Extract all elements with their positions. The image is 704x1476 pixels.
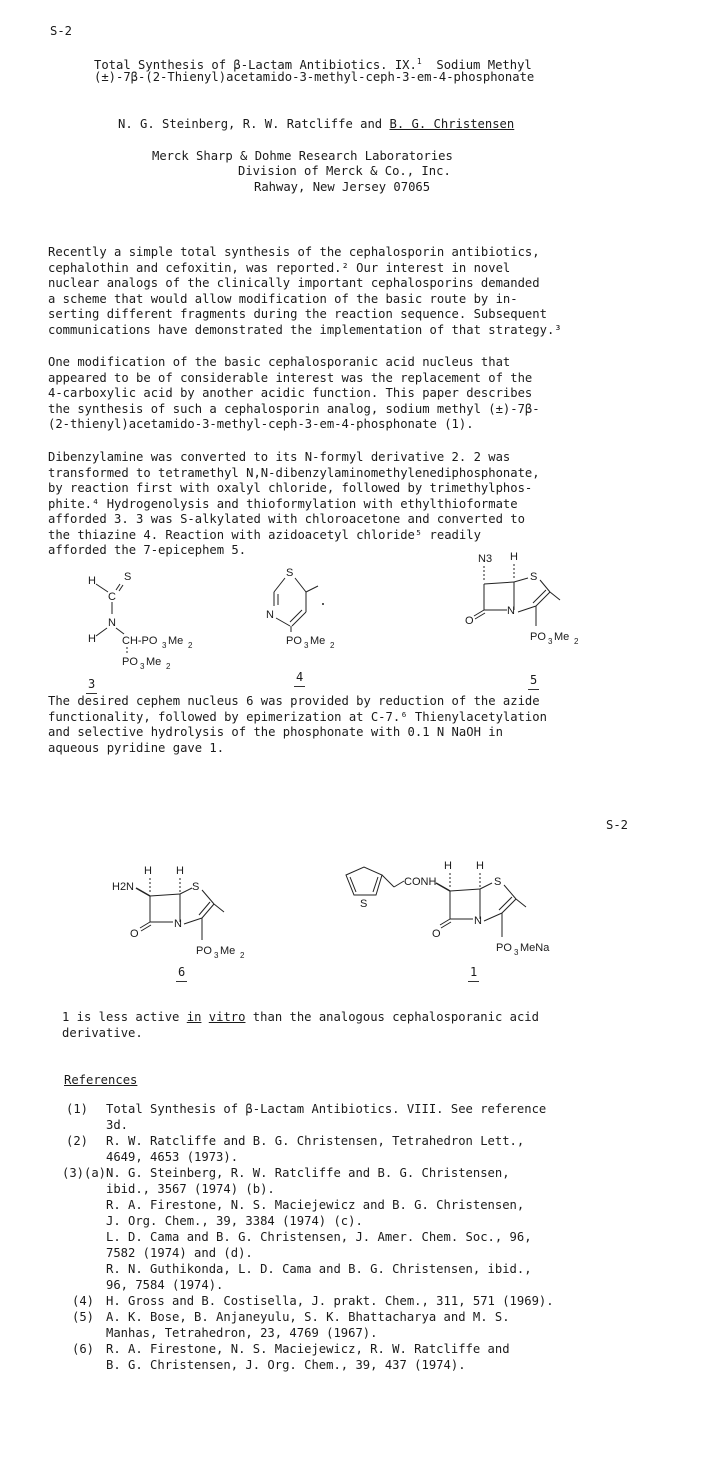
atom-label: CONH — [404, 876, 437, 888]
atom-label: O — [130, 928, 139, 940]
atom-label: PO — [286, 635, 302, 647]
atom-label: H — [88, 633, 96, 645]
atom-label: H — [176, 865, 184, 877]
ref-number: (2) — [66, 1134, 89, 1148]
atom-label: S — [192, 881, 200, 893]
compound-label-5: 5 — [530, 673, 538, 687]
atom-label: PO — [530, 631, 546, 643]
paragraph-line: transformed to tetramethyl N,N-dibenzylaminomethylenediphosphonate, — [48, 466, 540, 480]
ref-line: 96, 7584 (1974). — [106, 1278, 224, 1292]
structure-3 — [80, 570, 220, 680]
atom-label: PO — [122, 656, 138, 668]
ref-line: B. G. Christensen, J. Org. Chem., 39, 437 (1974). — [106, 1358, 466, 1372]
compound-label-1: 1 — [470, 965, 478, 979]
svg-text:3: 3 — [304, 641, 309, 650]
paragraph-line: by reaction first with oxalyl chloride, followed by trimethylphos- — [48, 481, 533, 495]
paragraph-line: serting different fragments during the reaction sequence. Subsequent — [48, 307, 547, 321]
paragraph-line: 4-carboxylic acid by another acidic function. This paper describes — [48, 386, 533, 400]
atom-label: O — [432, 928, 441, 940]
svg-text:2: 2 — [574, 637, 579, 646]
atom-label: PO — [496, 942, 512, 954]
paragraph-line: functionality, followed by epimerization at C-7.⁶ Thienylacetylation — [48, 710, 547, 724]
references-heading: References — [64, 1073, 138, 1087]
atom-label: H — [444, 860, 452, 872]
compound-label-4: 4 — [296, 670, 304, 684]
atom-label: S — [360, 898, 368, 910]
authors: N. G. Steinberg, R. W. Ratcliffe and B. G. Christensen — [118, 117, 515, 131]
atom-label: CH-PO — [122, 635, 158, 647]
paragraph-line: afforded 3. 3 was S-alkylated with chloroacetone and converted to — [48, 512, 525, 526]
structure-6 — [110, 860, 270, 970]
atom-label: N — [507, 605, 515, 617]
svg-text:3: 3 — [514, 948, 519, 957]
atom-label: N — [174, 918, 182, 930]
paragraph-line: Dibenzylamine was converted to its N-formyl derivative 2. 2 was — [48, 450, 511, 464]
paragraph-line: and selective hydrolysis of the phosphonate with 0.1 N NaOH in — [48, 725, 503, 739]
title-line-2: (±)-7β-(2-Thienyl)acetamido-3-methyl-ceph-3-em-4-phosphonate — [94, 70, 535, 84]
paragraph-line: aqueous pyridine gave 1. — [48, 741, 225, 755]
atom-label: PO — [196, 945, 212, 957]
ref-line: R. A. Firestone, N. S. Maciejewicz, R. W. Ratcliffe and — [106, 1342, 510, 1356]
atom-label: Me — [168, 635, 184, 647]
ref-line: 7582 (1974) and (d). — [106, 1246, 253, 1260]
affiliation-line-2: Division of Merck & Co., Inc. — [238, 164, 451, 178]
atom-label: S — [530, 571, 538, 583]
paragraph-line: One modification of the basic cephalosporanic acid nucleus that — [48, 355, 511, 369]
affiliation-line-3: Rahway, New Jersey 07065 — [254, 180, 431, 194]
svg-text:2: 2 — [188, 641, 193, 650]
atom-label: H — [144, 865, 152, 877]
activity-line-1: 1 is less active in vitro than the analogous cephalosporanic acid — [62, 1010, 539, 1024]
atom-label: S — [494, 876, 502, 888]
paragraph-line: afforded the 7-epicephem 5. — [48, 543, 247, 557]
atom-label: H — [476, 860, 484, 872]
paragraph-line: nuclear analogs of the clinically important cephalosporins demanded — [48, 276, 540, 290]
title-line-1: Total Synthesis of β-Lactam Antibiotics. IX.$^1$ Sodium Methyl — [94, 57, 532, 73]
svg-text:3: 3 — [214, 951, 219, 960]
ref-number: (3)(a) — [62, 1166, 107, 1180]
svg-text:3: 3 — [140, 662, 145, 671]
structure-4 — [260, 560, 370, 660]
atom-label: Me — [146, 656, 162, 668]
ref-line: R. A. Firestone, N. S. Maciejewicz and B. G. Christensen, — [106, 1198, 525, 1212]
atom-label: N — [108, 617, 116, 629]
paragraph-line: the thiazine 4. Reaction with azidoacetyl chloride⁵ readily — [48, 528, 481, 542]
paragraph-line: phite.⁴ Hydrogenolysis and thioformylation with ethylthioformate — [48, 497, 518, 511]
paragraph-line: a scheme that would allow modification of the basic route by in- — [48, 292, 518, 306]
svg-text:2: 2 — [330, 641, 335, 650]
page-label-top: S-2 — [50, 24, 73, 38]
paragraph-line: appeared to be of considerable interest was the replacement of the — [48, 371, 533, 385]
ref-line: 3d. — [106, 1118, 129, 1132]
compound-label-6: 6 — [178, 965, 186, 979]
ref-line: H. Gross and B. Costisella, J. prakt. Chem., 311, 571 (1969). — [106, 1294, 554, 1308]
atom-label: H — [88, 575, 96, 587]
paragraph-line: (2-thienyl)acetamido-3-methyl-ceph-3-em-4-phosphonate (1). — [48, 417, 474, 431]
atom-label: Me — [220, 945, 236, 957]
paragraph-line: Recently a simple total synthesis of the cephalosporin antibiotics, — [48, 245, 540, 259]
svg-text:3: 3 — [548, 637, 553, 646]
ref-line: N. G. Steinberg, R. W. Ratcliffe and B. G. Christensen, — [106, 1166, 510, 1180]
svg-text:3: 3 — [162, 641, 167, 650]
ref-line: 4649, 4653 (1973). — [106, 1150, 239, 1164]
ref-line: L. D. Cama and B. G. Christensen, J. Amer. Chem. Soc., 96, — [106, 1230, 532, 1244]
paragraph-line: communications have demonstrated the implementation of that strategy.³ — [48, 323, 562, 337]
atom-label: MeNa — [520, 942, 550, 954]
ref-line: ibid., 3567 (1974) (b). — [106, 1182, 275, 1196]
paragraph-line: the synthesis of such a cephalosporin analog, sodium methyl (±)-7β- — [48, 402, 540, 416]
atom-label: H2N — [112, 881, 135, 893]
ref-line: A. K. Bose, B. Anjaneyulu, S. K. Bhattacharya and M. S. — [106, 1310, 510, 1324]
atom-label: Me — [310, 635, 326, 647]
atom-label: S — [124, 571, 132, 583]
ref-number: (5) — [72, 1310, 95, 1324]
activity-line-2: derivative. — [62, 1026, 143, 1040]
atom-label: N — [474, 915, 482, 927]
ref-line: Total Synthesis of β-Lactam Antibiotics. VIII. See reference — [106, 1102, 547, 1116]
ref-line: Manhas, Tetrahedron, 23, 4769 (1967). — [106, 1326, 378, 1340]
atom-label: H — [510, 551, 518, 563]
ref-line: R. N. Guthikonda, L. D. Cama and B. G. Christensen, ibid., — [106, 1262, 532, 1276]
atom-label: N — [266, 609, 274, 621]
structure-1 — [340, 855, 580, 970]
atom-label: O — [465, 615, 474, 627]
svg-text:2: 2 — [166, 662, 171, 671]
atom-label: N3 — [478, 553, 493, 565]
ref-number: (1) — [66, 1102, 89, 1116]
page-label-middle: S-2 — [606, 818, 629, 832]
atom-label: S — [286, 567, 294, 579]
svg-text:2: 2 — [240, 951, 245, 960]
ref-number: (6) — [72, 1342, 95, 1356]
ref-number: (4) — [72, 1294, 95, 1308]
ref-line: R. W. Ratcliffe and B. G. Christensen, Tetrahedron Lett., — [106, 1134, 525, 1148]
ref-line: J. Org. Chem., 39, 3384 (1974) (c). — [106, 1214, 363, 1228]
structure-5 — [460, 548, 600, 658]
atom-label: Me — [554, 631, 570, 643]
affiliation-line-1: Merck Sharp & Dohme Research Laboratories — [152, 149, 453, 163]
compound-label-3: 3 — [88, 677, 96, 691]
atom-label: C — [108, 591, 116, 603]
paragraph-line: cephalothin and cefoxitin, was reported.² Our interest in novel — [48, 261, 511, 275]
paragraph-line: The desired cephem nucleus 6 was provided by reduction of the azide — [48, 694, 540, 708]
